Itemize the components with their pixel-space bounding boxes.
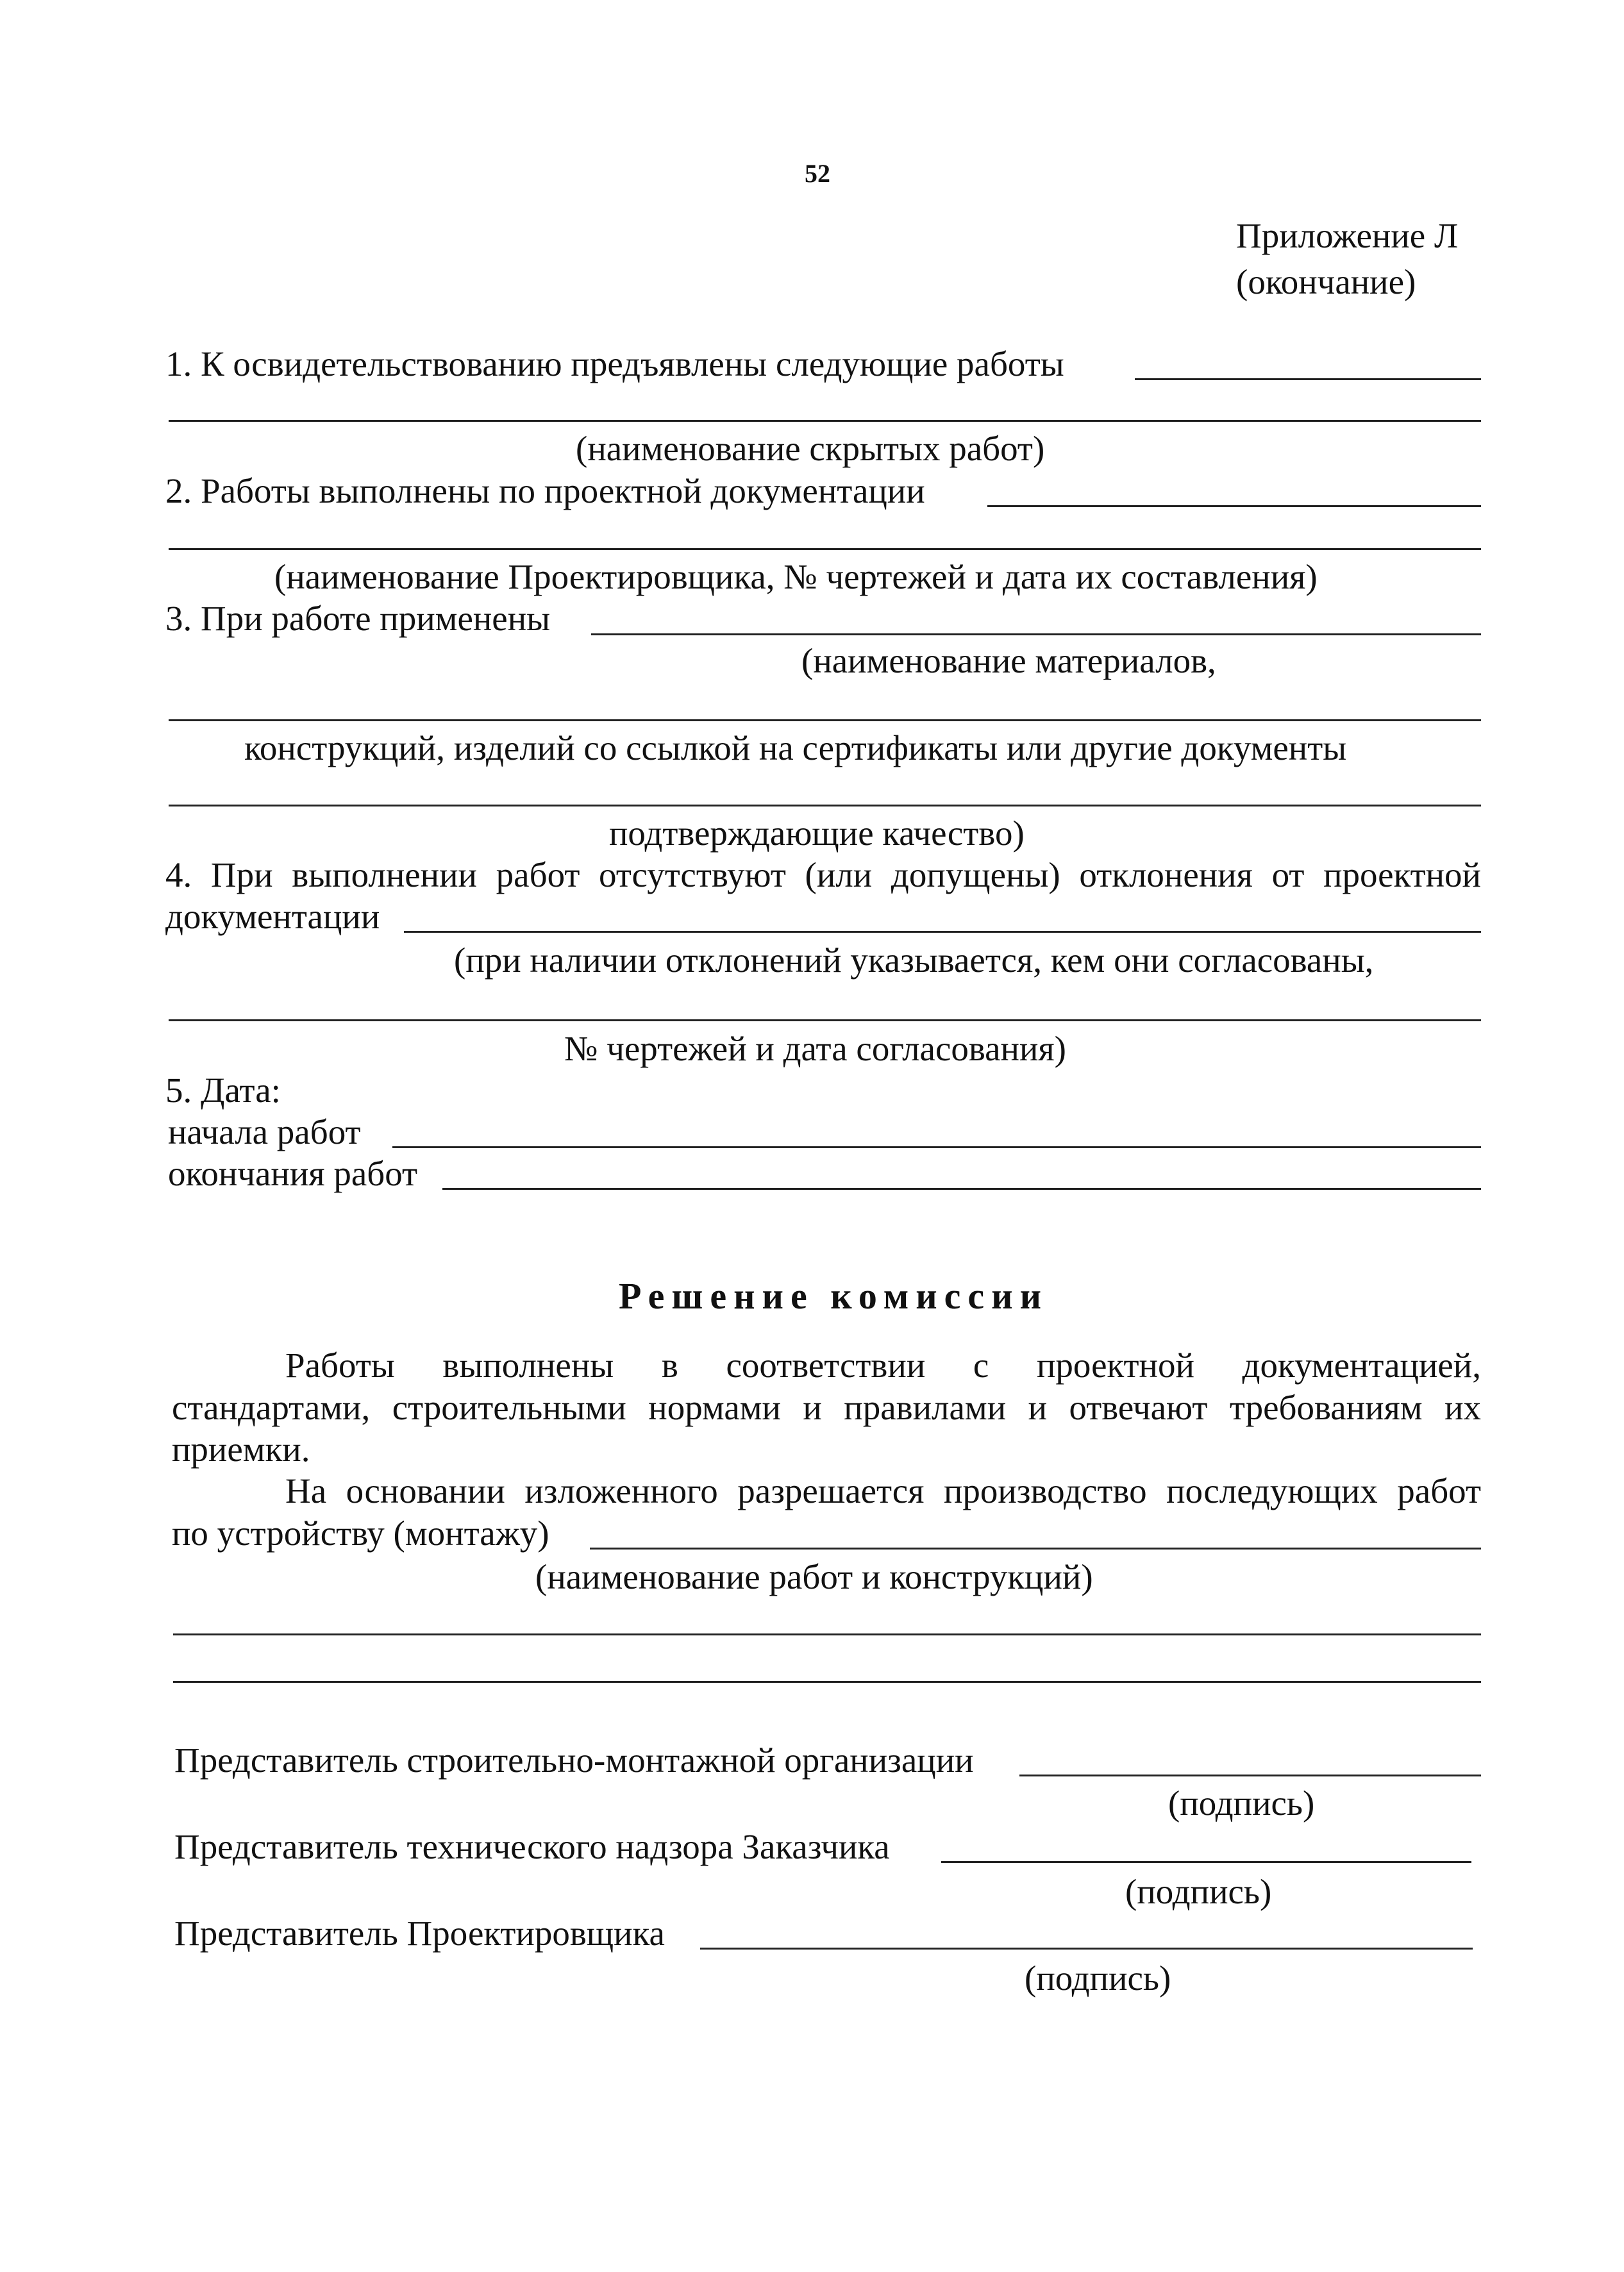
item-1-blank[interactable] [1135,378,1481,380]
contractor-sign-hint: (подпись) [1168,1783,1315,1823]
item-4-hint-2: № чертежей и дата согласования) [564,1029,1066,1068]
contractor-signature-line[interactable] [1019,1775,1481,1776]
next-works-hint: (наименование работ и конструкций) [535,1557,1093,1596]
start-date-label: начала работ [168,1112,361,1151]
item-1-hint: (наименование скрытых работ) [576,429,1045,468]
item-1-blank-full[interactable] [169,420,1481,422]
start-date-blank[interactable] [392,1146,1481,1148]
item-2-hint: (наименование Проектировщика, № чертежей и дата их составления) [274,557,1318,596]
designer-label: Представитель Проектировщика [174,1914,665,1953]
customer-label: Представитель технического надзора Заказчика [174,1827,890,1866]
customer-signature-line[interactable] [941,1861,1471,1863]
designer-sign-hint: (подпись) [1025,1959,1171,1998]
item-4-blank[interactable] [404,931,1481,933]
customer-sign-hint: (подпись) [1125,1872,1272,1911]
next-works-blank[interactable] [590,1548,1481,1549]
item-4-blank-2[interactable] [169,1019,1481,1021]
appendix-title: Приложение Л [1236,216,1459,255]
end-date-blank[interactable] [442,1188,1481,1190]
item-5-label: 5. Дата: [165,1071,281,1110]
item-3-blank[interactable] [591,633,1481,635]
item-3-hint-3: подтверждающие качество) [609,814,1025,853]
item-2-blank-full[interactable] [169,548,1481,550]
item-3-hint-2: конструкций, изделий со ссылкой на сертификаты или другие документы [244,728,1347,767]
designer-signature-line[interactable] [700,1948,1473,1950]
item-3-blank-2[interactable] [169,719,1481,721]
item-4-line-1: 4. При выполнении работ отсутствуют (или допущены) отклонения от проектной [165,855,1481,894]
item-2-blank[interactable] [987,505,1481,507]
page-number: 52 [805,159,830,188]
decision-heading: Решение комиссии [619,1275,1048,1317]
decision-para-2-line-2: по устройству (монтажу) [172,1514,549,1553]
appendix-subtitle: (окончание) [1236,262,1416,301]
decision-para-1-line-3: приемки. [172,1430,310,1469]
item-4-hint-1: (при наличии отклонений указывается, кем они согласованы, [454,940,1374,980]
item-3-label: 3. При работе применены [165,599,551,638]
contractor-label: Представитель строительно-монтажной организации [174,1741,974,1780]
end-date-label: окончания работ [168,1154,418,1193]
decision-para-1-line-1: Работы выполнены в соответствии с проектной документацией, [285,1346,1481,1385]
item-3-blank-3[interactable] [169,805,1481,806]
next-works-blank-3[interactable] [173,1681,1481,1683]
item-3-hint-1: (наименование материалов, [801,641,1216,680]
item-2-label: 2. Работы выполнены по проектной документации [165,471,925,510]
item-4-line-2: документации [165,897,380,936]
decision-para-1-line-2: стандартами, строительными нормами и правилами и отвечают требованиям их [172,1388,1481,1427]
next-works-blank-2[interactable] [173,1633,1481,1635]
item-1-label: 1. К освидетельствованию предъявлены следующие работы [165,344,1064,383]
decision-para-2-line-1: На основании изложенного разрешается производство последующих работ [285,1471,1481,1510]
